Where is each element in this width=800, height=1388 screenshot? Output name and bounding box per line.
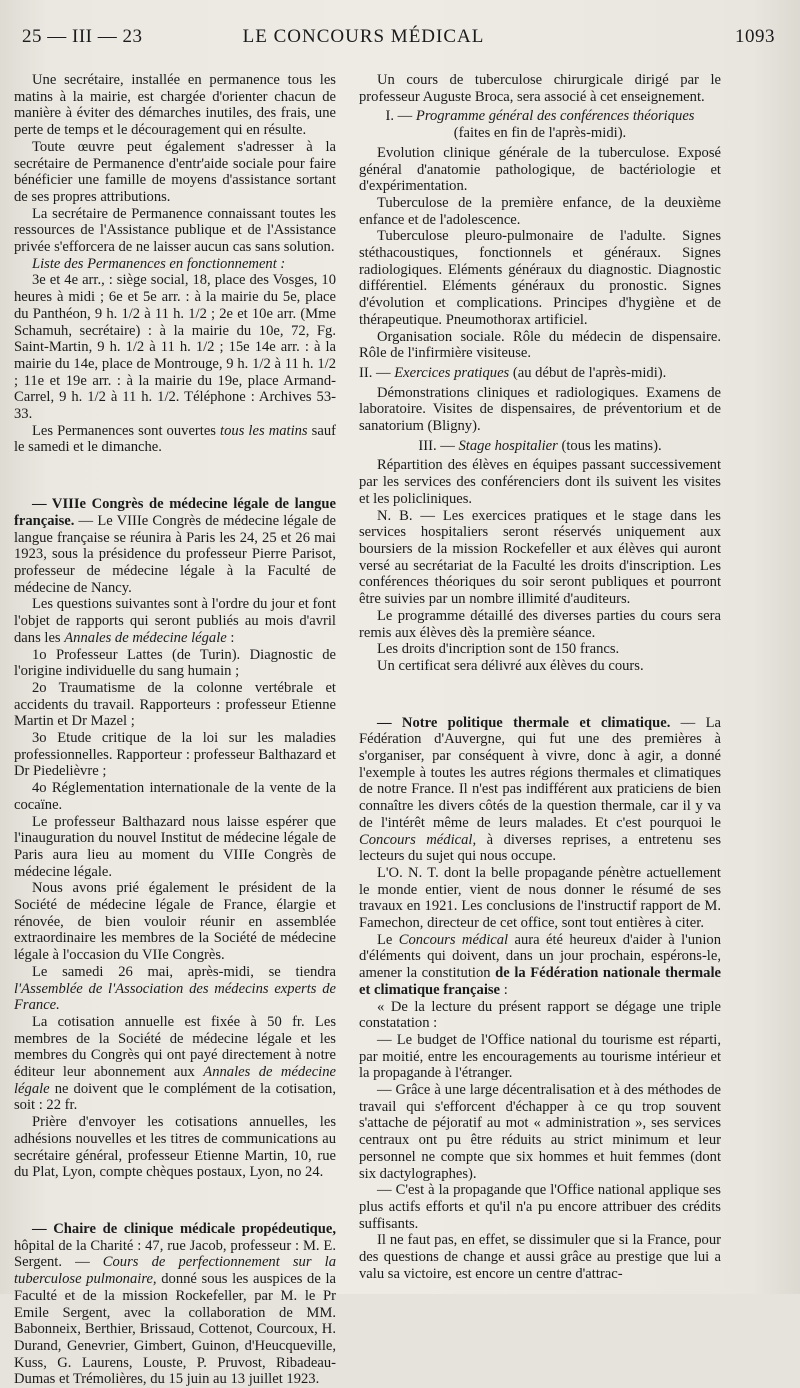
paragraph: La secrétaire de Permanence connaissant toutes les ressources de l'Assistance publique et de l'Assistance privée s'efforcera de ne laisser aucun cas sans solution. (14, 205, 336, 256)
paragraph: 3e et 4e arr., : siège social, 18, place des Vosges, 10 heures à midi ; 6e et 5e arr. : à la mairie du 5e, place du Panthéon, 9 h. 1/2 à 11 h. 1/2 ; 2e et 10e arr. (Mme Schamuh, secrétaire) : à la mairie du 10e, 72, Fg. Saint-Martin, 9 h. 1/2 à 11 h. 1/2 ; 15e 14e arr. : à la mairie du 14e, place de Montrouge, 9 h. 1/2 à 11 h. 1/2 ; 11e et 19e arr. : à la mairie du 19e, place Armand-Carrel, 9 h. 1/2 à 11 h. 1/2. Téléphone : Archives 53-33. (14, 272, 336, 423)
paragraph: — Le budget de l'Office national du tourisme est réparti, par moitié, entre les encouragements au tourisme intérieur et la propagande à l'étranger. (359, 1031, 721, 1082)
article-congres: — VIIIe Congrès de médecine légale de langue française. — Le VIIIe Congrès de médecine légale de langue française se réunira à Paris les 24, 25 et 26 mai 1923, sous la présidence du professeur Pierre Parisot, professeur de médecine légale à la Faculté de médecine de Nancy. (14, 496, 336, 596)
paragraph: Il ne faut pas, en effet, se dissimuler que si la France, pour des questions de change et aussi grâce au prestige que lui a valu sa victoire, est encore un centre d'attrac- (359, 1232, 721, 1282)
paragraph: « De la lecture du présent rapport se dégage une triple constatation : (359, 998, 721, 1032)
paragraph: Tuberculose pleuro-pulmonaire de l'adulte. Signes stéthacoustiques, fonctionnels et généraux. Signes radiologiques. Eléments généraux du diagnostic. Diagnostic différentiel. Eléments généraux du pronostic. Signes d'évolution et complications. Principes d'hygiène et de thérapeutique. Pneumothorax artificiel. (359, 228, 721, 328)
paragraph: Une secrétaire, installée en permanence tous les matins à la mairie, est chargée d'orienter chacun de manière à éviter des démarches inutiles, des frais, une perte de temps et le découragement qui en résulte. (14, 72, 336, 139)
paragraph: Nous avons prié également le président de la Société de médecine légale de France, élargie et rénovée, de bien vouloir réunir en assemblée extraordinaire les membres de la Société de médecine légale à l'occasion du VIIe Congrès. (14, 880, 336, 964)
list-item: 3o Etude critique de la loi sur les maladies professionnelles. Rapporteur : professeur Balthazard et Dr Piedelièvre ; (14, 730, 336, 780)
list-item: 4o Réglementation internationale de la vente de la cocaïne. (14, 780, 336, 813)
paragraph: Le Concours médical aura été heureux d'aider à l'union d'éléments qui doivent, dans un jour prochain, espérons-le, amener la constitution de la Fédération nationale thermale et climatique française : (359, 931, 722, 998)
paragraph: La cotisation annuelle est fixée à 50 fr. Les membres de la Société de médecine légale et les membres du Congrès qui ont payé directement à notre éditeur leur abonnement aux Annales de médecine légale ne doivent que le complément de la cotisation, soit : 22 fr. (14, 1013, 337, 1114)
paragraph: Prière d'envoyer les cotisations annuelles, les adhésions nouvelles et les titres de communications au secrétaire général, professeur Etienne Martin, 10, rue du Plat, Lyon, compte chèques postaux, Lyon, no 24. (14, 1114, 336, 1181)
left-column (14, 72, 336, 1388)
paragraph: Le programme détaillé des diverses parties du cours sera remis aux élèves dès la première séance. (359, 607, 721, 641)
paragraph: Les Permanences sont ouvertes tous les matins sauf le samedi et le dimanche. (14, 422, 336, 456)
paragraph: Organisation sociale. Rôle du médecin de dispensaire. Rôle de l'infirmière visiteuse. (359, 328, 721, 362)
article-chaire: — Chaire de clinique médicale propédeutique, hôpital de la Charité : 47, rue Jacob, professeur : M. E. Sergent. — Cours de perfectionnement sur la tuberculose pulmonaire, donné sous les auspices de la Faculté et de la mission Rockefeller, par M. le Pr Emile Sergent, avec la collaboration de MM. Babonneix, Berthier, Brissaud, Cottenot, Courcoux, H. Durand, Genevrier, Gimbert, Guinon, d'Heucqueville, Kuss, G. Laurens, Louste, P. Pruvost, Ribadeau-Dumas et Trémolières, du 15 juin au 13 juillet 1923. (14, 1221, 337, 1388)
paragraph: Démonstrations cliniques et radiologiques. Examens de laboratoire. Visites de dispensaires, de préventorium et de sanatorium (Bligny). (359, 384, 721, 435)
paragraph: — Grâce à une large décentralisation et à des méthodes de travail qui s'efforcent d'échapper à ce qu trop souvent s'attache de péjoratif au mot « administration », ses services centraux ont pu être réduits au strict minimum et leur personnel ne compte que six hommes et huit femmes (dont six dactylographes). (359, 1082, 721, 1182)
paragraph: Evolution clinique générale de la tuberculose. Exposé général d'anatomie pathologique, de bactériologie et d'expérimentation. (359, 144, 721, 195)
paragraph: — C'est à la propagande que l'Office national applique ses plus actifs efforts et qu'il n'a pu encore attribuer des crédits suffisants. (359, 1182, 721, 1232)
paragraph: Les questions suivantes sont à l'ordre du jour et font l'objet de rapports qui seront publiés au mois d'avril dans les Annales de médecine légale : (14, 596, 336, 646)
right-column (359, 72, 721, 1283)
article-title: — Chaire de clinique médicale propédeutique, (32, 1221, 336, 1237)
paragraph: L'O. N. T. dont la belle propagande pénètre actuellement le monde entier, vient de nous donner le résumé de ses travaux en 1921. Les conclusions de l'instructif rapport de M. Famechon, directeur de cet office, sont tout entières à citer. (359, 864, 721, 932)
paragraph: Les droits d'incription sont de 150 francs. (377, 641, 620, 658)
article-politique-thermale: — Notre politique thermale et climatique. — La Fédération d'Auvergne, qui fut une des premières à s'organiser, par conséquent à vivre, donc à agir, a donné l'exemple à toutes les autres régions thermales et climatiques de notre France. Il n'est pas indifférent aux praticiens de bien connaître les divers côtés de la question thermale, car il y va de l'intérêt même de leurs malades. Et c'est pourquoi le Concours médical, à diverses reprises, a entretenu ses lecteurs du sujet qui nous occupe. (359, 714, 721, 865)
issue-date: 25 — III — 23 (22, 26, 143, 47)
paragraph: Toute œuvre peut également s'adresser à la secrétaire de Permanence d'entr'aide sociale pour faire bénéficier une famille de moyens d'assistance sortant de ses propres attributions. (14, 138, 336, 205)
paragraph: Tuberculose de la première enfance, de la deuxième enfance et de l'adolescence. (359, 194, 721, 228)
article-title: — VIIIe Congrès de médecine légale de langue française. (14, 496, 336, 529)
paragraph: N. B. — Les exercices pratiques et le stage dans les services hospitaliers seront réservés uniquement aux boursiers de la mission Rockefeller et aux élèves qui auront versé au secrétariat de la Faculté les droits d'inscription. Les conférences théoriques du soir seront publiques et pourront être suivies par un nombre illimité d'auditeurs. (359, 507, 721, 608)
page-header (22, 26, 775, 52)
paragraph: Un certificat sera délivré aux élèves du cours. (377, 657, 644, 674)
section-heading: III. — Stage hospitalier (tous les matins). (418, 437, 662, 454)
list-heading: Liste des Permanences en fonctionnement : (32, 255, 286, 272)
section-heading: I. — Programme général des conférences théoriques (faites en fin de l'après-midi). (385, 108, 695, 142)
page-number: 1093 (735, 26, 775, 47)
paragraph: Un cours de tuberculose chirurgicale dirigé par le professeur Auguste Broca, sera associé à cet enseignement. (359, 72, 721, 105)
paragraph: Le professeur Balthazard nous laisse espérer que l'inauguration du nouvel Institut de médecine légale de Paris aura lieu au moment du VIIIe Congrès de médecine légale. (14, 813, 336, 880)
list-item: 2o Traumatisme de la colonne vertébrale et accidents du travail. Rapporteurs : professeur Etienne Martin et Dr Mazel ; (14, 679, 336, 730)
journal-title: LE CONCOURS MÉDICAL (242, 26, 485, 47)
paragraph: Le samedi 26 mai, après-midi, se tiendra l'Assemblée de l'Association des médecins experts de France. (14, 963, 336, 1014)
article-title: — Notre politique thermale et climatique. (377, 714, 671, 731)
list-item: 1o Professeur Lattes (de Turin). Diagnostic de l'origine individuelle du sang humain ; (14, 646, 336, 680)
paragraph: Répartition des élèves en équipes passant successivement par les services des conférenciers dont ils suivent les visites et les policliniques. (359, 457, 721, 507)
section-heading: II. — Exercices pratiques (au début de l'après-midi). (359, 364, 667, 381)
